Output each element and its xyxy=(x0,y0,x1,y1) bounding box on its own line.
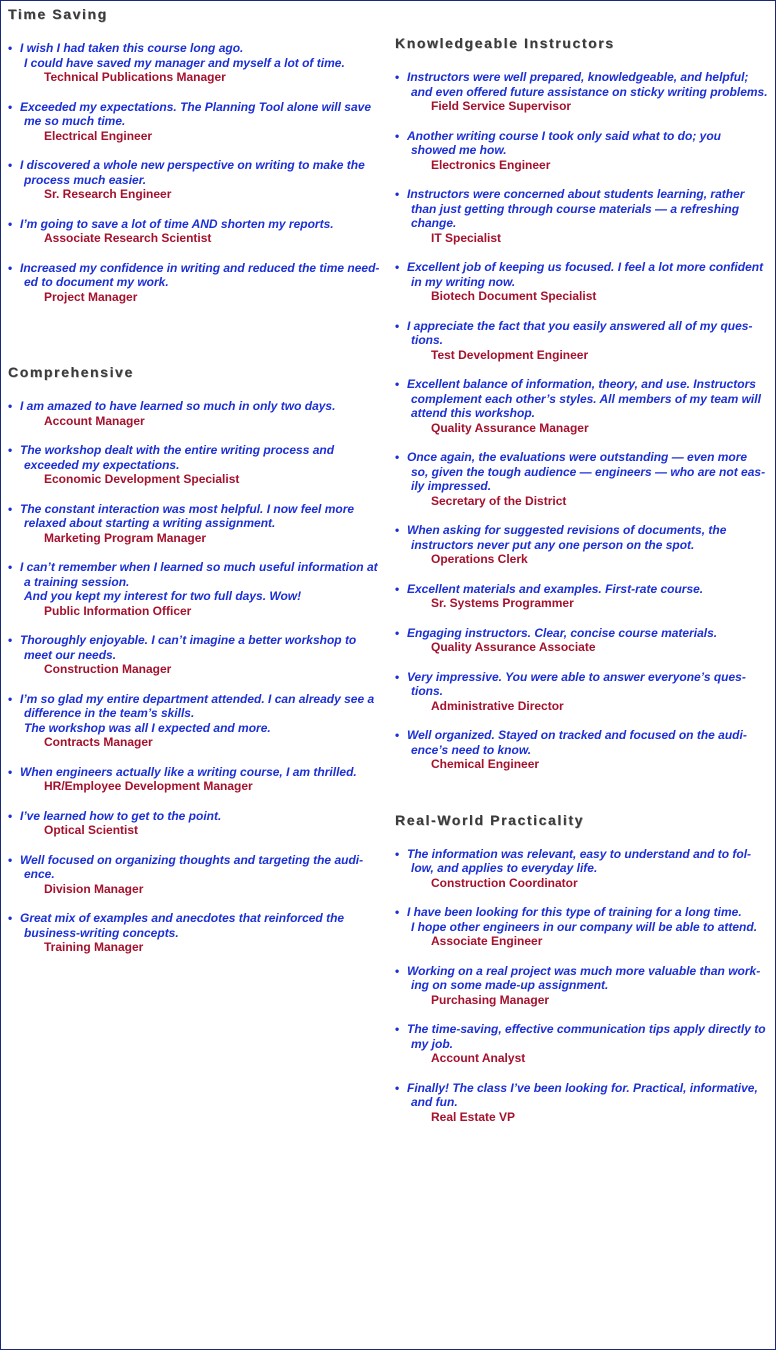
testimonial-author-title: Associate Engineer xyxy=(431,934,543,948)
testimonial-item xyxy=(8,853,388,897)
quote-lines xyxy=(407,626,773,641)
testimonial-quote xyxy=(8,502,388,531)
testimonial-author-title: Training Manager xyxy=(44,940,144,954)
bullet-icon: • xyxy=(8,560,13,574)
testimonial-author-title: Field Service Supervisor xyxy=(431,99,572,113)
quote-line: relaxed about starting a writing assignment. xyxy=(24,516,276,530)
bullet-icon: • xyxy=(8,260,13,275)
quote-line: Well organized. Stayed on tracked and focused on the audi- xyxy=(407,728,747,742)
testimonial-quote xyxy=(395,670,773,699)
testimonial-author-title: Account Analyst xyxy=(431,1051,526,1065)
quote-line: I’m so glad my entire department attended. I can already see a xyxy=(20,691,375,706)
quote-line: I’ve learned how to get to the point. xyxy=(20,808,222,823)
quote-line: Instructors were well prepared, knowledgeable, and helpful; xyxy=(407,70,749,84)
testimonial-quote xyxy=(395,964,773,993)
quote-line: Excellent materials and examples. First-rate course. xyxy=(407,581,704,596)
testimonial-item xyxy=(395,847,773,891)
quote-line: ing on some made-up assignment. xyxy=(411,978,609,992)
bullet-icon: • xyxy=(8,99,13,114)
section-spacer xyxy=(395,787,773,811)
testimonial-item xyxy=(395,1022,773,1066)
quote-line: I discovered a whole new perspective on writing to make the xyxy=(20,158,365,172)
testimonial-author-title: Account Manager xyxy=(44,413,145,428)
quote-line: Very impressive. You were able to answer everyone’s ques- xyxy=(407,669,746,684)
quote-line: When engineers actually like a writing course, I am thrilled. xyxy=(20,764,357,779)
quote-lines xyxy=(407,260,773,289)
quote-line: Thoroughly enjoyable. I can’t imagine a better workshop to xyxy=(20,633,357,647)
quote-lines xyxy=(407,905,773,934)
quote-line: Once again, the evaluations were outstanding — even more xyxy=(407,450,748,464)
testimonial-list xyxy=(395,70,773,772)
quote-line: I am amazed to have learned so much in only two days. xyxy=(20,399,336,413)
quote-lines xyxy=(20,41,388,70)
testimonial-list xyxy=(8,41,388,304)
bullet-icon: • xyxy=(8,443,13,457)
bullet-icon: • xyxy=(8,501,13,516)
quote-line: I could have saved my manager and myself a lot of time. xyxy=(24,55,345,70)
testimonial-author-title: Project Manager xyxy=(44,289,138,304)
testimonial-item xyxy=(395,626,773,655)
quote-line: Excellent balance of information, theory, and use. Instructors xyxy=(407,377,756,391)
bullet-icon: • xyxy=(395,1080,400,1095)
testimonial-item xyxy=(8,399,388,428)
quote-line: Another writing course I took only said what to do; you xyxy=(407,128,722,143)
testimonial-author-title: Biotech Document Specialist xyxy=(431,289,597,303)
quote-lines xyxy=(20,560,388,604)
quote-lines xyxy=(407,70,773,99)
quote-line: Increased my confidence in writing and reduced the time need- xyxy=(20,260,380,275)
bullet-icon: • xyxy=(395,187,400,201)
bullet-icon: • xyxy=(395,1022,400,1036)
quote-lines xyxy=(20,100,388,129)
testimonial-item xyxy=(8,100,388,144)
testimonial-author-title: Operations Clerk xyxy=(431,552,528,566)
testimonial-quote xyxy=(8,853,388,882)
quote-lines xyxy=(20,911,388,940)
testimonial-item xyxy=(8,765,388,794)
section-title: Time Saving xyxy=(8,6,108,22)
testimonial-item xyxy=(8,158,388,202)
quote-line: Excellent job of keeping us focused. I feel a lot more confident xyxy=(407,260,764,274)
bullet-icon: • xyxy=(395,581,400,596)
testimonial-item xyxy=(395,728,773,772)
quote-line: I appreciate the fact that you easily answered all of my ques- xyxy=(407,318,753,333)
testimonial-item xyxy=(395,129,773,173)
quote-lines xyxy=(407,1022,773,1051)
quote-line: I’m going to save a lot of time AND shorten my reports. xyxy=(20,216,334,231)
testimonial-item xyxy=(395,1081,773,1125)
quote-line: and fun. xyxy=(411,1095,458,1109)
testimonial-quote xyxy=(8,399,388,414)
bullet-icon: • xyxy=(8,852,13,867)
bullet-icon: • xyxy=(395,260,400,274)
quote-line: instructors never put any one person on the spot. xyxy=(411,537,695,552)
testimonial-item xyxy=(8,41,388,85)
quote-lines xyxy=(407,129,773,158)
quote-line: The workshop was all I expected and more. xyxy=(24,720,271,735)
bullet-icon: • xyxy=(395,669,400,684)
quote-line: Finally! The class I’ve been looking for. Practical, informative, xyxy=(407,1080,758,1095)
testimonial-author-title: Sr. Systems Programmer xyxy=(431,596,574,610)
bullet-icon: • xyxy=(395,963,400,978)
testimonial-quote xyxy=(8,809,388,824)
testimonial-quote xyxy=(395,187,773,231)
quote-lines xyxy=(20,853,388,882)
quote-lines xyxy=(20,217,388,232)
testimonial-item xyxy=(395,523,773,567)
testimonial-quote xyxy=(8,560,388,604)
quote-line: I wish I had taken this course long ago. xyxy=(20,41,244,55)
testimonial-quote xyxy=(395,523,773,552)
testimonial-author-title: Division Manager xyxy=(44,881,144,896)
bullet-icon: • xyxy=(395,318,400,333)
quote-lines xyxy=(20,633,388,662)
testimonial-quote xyxy=(8,765,388,780)
testimonial-quote xyxy=(395,582,773,597)
testimonial-item xyxy=(8,633,388,677)
testimonial-author-title: Optical Scientist xyxy=(44,823,139,837)
testimonial-quote xyxy=(8,633,388,662)
quote-line: than just getting through course materials — a refreshing xyxy=(411,201,740,216)
quote-lines xyxy=(407,187,773,231)
testimonial-quote xyxy=(8,261,388,290)
quote-line: ence’s need to know. xyxy=(411,742,532,757)
section-knowledgeable-instructors xyxy=(395,34,773,772)
quote-line: exceeded my expectations. xyxy=(24,457,180,472)
quote-line: me so much time. xyxy=(24,114,126,128)
testimonial-quote xyxy=(395,377,773,421)
right-column xyxy=(395,34,773,1139)
testimonial-item xyxy=(8,217,388,246)
bullet-icon: • xyxy=(395,728,400,742)
quote-line: The information was relevant, easy to understand and to fol- xyxy=(407,846,752,861)
testimonial-author-title: Construction Coordinator xyxy=(431,875,578,890)
section-spacer xyxy=(8,319,388,363)
testimonial-author-title: Marketing Program Manager xyxy=(44,530,207,545)
quote-line: change. xyxy=(411,216,457,230)
quote-line: When asking for suggested revisions of documents, the xyxy=(407,523,727,537)
testimonial-quote xyxy=(395,1022,773,1051)
testimonial-author-title: HR/Employee Development Manager xyxy=(44,779,253,793)
testimonial-item xyxy=(395,260,773,304)
quote-lines xyxy=(407,964,773,993)
testimonial-author-title: Secretary of the District xyxy=(431,493,567,508)
testimonial-list xyxy=(8,399,388,955)
section-title: Knowledgeable Instructors xyxy=(395,35,615,51)
quote-line: I have been looking for this type of training for a long time. xyxy=(407,905,742,919)
quote-line: business-writing concepts. xyxy=(24,925,179,940)
testimonial-item xyxy=(395,582,773,611)
quote-lines xyxy=(20,158,388,187)
testimonial-author-title: Real Estate VP xyxy=(431,1109,516,1124)
quote-line: ily impressed. xyxy=(411,479,492,493)
bullet-icon: • xyxy=(8,158,13,172)
testimonial-author-title: Technical Publications Manager xyxy=(44,70,226,84)
testimonial-quote xyxy=(8,443,388,472)
testimonial-author-title: Public Information Officer xyxy=(44,603,192,618)
testimonial-item xyxy=(8,261,388,305)
quote-line: And you kept my interest for two full days. Wow! xyxy=(24,589,302,603)
quote-lines xyxy=(407,377,773,421)
testimonial-author-title: Construction Manager xyxy=(44,662,172,676)
quote-line: difference in the team’s skills. xyxy=(24,706,195,720)
bullet-icon: • xyxy=(8,399,13,413)
quote-line: ed to document my work. xyxy=(24,275,169,289)
testimonial-quote xyxy=(395,70,773,99)
quote-line: Working on a real project was much more valuable than work- xyxy=(407,963,761,978)
bullet-icon: • xyxy=(395,450,400,464)
quote-lines xyxy=(407,1081,773,1110)
testimonial-item xyxy=(395,905,773,949)
testimonial-author-title: Contracts Manager xyxy=(44,735,153,749)
testimonial-author-title: Administrative Director xyxy=(431,698,564,713)
testimonial-item xyxy=(8,502,388,546)
bullet-icon: • xyxy=(395,377,400,391)
quote-lines xyxy=(20,443,388,472)
testimonial-item xyxy=(8,443,388,487)
testimonial-quote xyxy=(395,450,773,494)
quote-lines xyxy=(20,809,388,824)
testimonial-quote xyxy=(8,692,388,736)
quote-lines xyxy=(407,450,773,494)
testimonial-item xyxy=(395,964,773,1008)
quote-line: Well focused on organizing thoughts and targeting the audi- xyxy=(20,852,364,867)
testimonial-item xyxy=(395,319,773,363)
quote-line: Great mix of examples and anecdotes that reinforced the xyxy=(20,911,345,925)
testimonial-quote xyxy=(395,129,773,158)
quote-line: so, given the tough audience — engineers — who are not eas- xyxy=(411,464,766,479)
quote-line: showed me how. xyxy=(411,143,507,157)
quote-line: meet our needs. xyxy=(24,647,117,662)
quote-lines xyxy=(20,502,388,531)
bullet-icon: • xyxy=(8,216,13,231)
testimonial-item xyxy=(8,911,388,955)
quote-line: a training session. xyxy=(24,574,130,589)
bullet-icon: • xyxy=(395,905,400,919)
section-comprehensive xyxy=(8,363,388,955)
quote-line: The time-saving, effective communication tips apply directly to xyxy=(407,1022,766,1036)
testimonial-quote xyxy=(395,1081,773,1110)
testimonial-quote xyxy=(395,728,773,757)
testimonial-author-title: Test Development Engineer xyxy=(431,347,589,362)
testimonial-author-title: IT Specialist xyxy=(431,230,502,245)
bullet-icon: • xyxy=(395,625,400,640)
quote-line: Engaging instructors. Clear, concise course materials. xyxy=(407,625,718,640)
testimonial-quote xyxy=(8,911,388,940)
testimonial-item xyxy=(395,377,773,435)
testimonial-author-title: Economic Development Specialist xyxy=(44,472,240,486)
testimonial-quote xyxy=(8,217,388,232)
quote-lines xyxy=(407,319,773,348)
bullet-icon: • xyxy=(8,808,13,823)
testimonial-author-title: Quality Assurance Manager xyxy=(431,420,589,435)
bullet-icon: • xyxy=(8,911,13,925)
testimonial-quote xyxy=(8,41,388,70)
testimonial-quote xyxy=(8,158,388,187)
testimonial-item xyxy=(8,809,388,838)
bullet-icon: • xyxy=(8,41,13,55)
testimonial-author-title: Electrical Engineer xyxy=(44,128,153,143)
quote-line: The constant interaction was most helpful. I now feel more xyxy=(20,501,355,516)
quote-lines xyxy=(20,765,388,780)
quote-line: attend this workshop. xyxy=(411,406,536,420)
bullet-icon: • xyxy=(395,128,400,143)
testimonial-author-title: Purchasing Manager xyxy=(431,992,550,1007)
quote-line: ence. xyxy=(24,867,55,881)
quote-lines xyxy=(407,847,773,876)
section-time-saving xyxy=(8,5,388,304)
quote-line: tions. xyxy=(411,333,443,347)
quote-lines xyxy=(407,670,773,699)
quote-line: complement each other’s styles. All members of my team will xyxy=(411,391,761,406)
quote-lines xyxy=(407,523,773,552)
testimonial-item xyxy=(8,692,388,750)
testimonial-quote xyxy=(395,905,773,934)
bullet-icon: • xyxy=(8,764,13,779)
testimonial-quote xyxy=(8,100,388,129)
quote-line: I hope other engineers in our company will be able to attend. xyxy=(411,919,758,934)
bullet-icon: • xyxy=(395,70,400,84)
quote-line: The workshop dealt with the entire writing process and xyxy=(20,443,335,457)
bullet-icon: • xyxy=(395,523,400,537)
bullet-icon: • xyxy=(395,846,400,861)
quote-lines xyxy=(20,261,388,290)
section-title: Comprehensive xyxy=(8,364,134,380)
quote-line: low, and applies to everyday life. xyxy=(411,861,598,875)
quote-line: in my writing now. xyxy=(411,274,516,289)
quote-lines xyxy=(20,692,388,736)
testimonial-quote xyxy=(395,260,773,289)
bullet-icon: • xyxy=(8,691,13,706)
quote-line: process much easier. xyxy=(24,172,147,187)
bullet-icon: • xyxy=(8,633,13,647)
quote-lines xyxy=(407,582,773,597)
testimonial-author-title: Quality Assurance Associate xyxy=(431,640,596,654)
quote-line: Exceeded my expectations. The Planning Tool alone will save xyxy=(20,99,371,114)
testimonial-author-title: Electronics Engineer xyxy=(431,157,551,172)
testimonial-quote xyxy=(395,319,773,348)
testimonial-item xyxy=(395,670,773,714)
section-real-world-practicality xyxy=(395,811,773,1125)
quote-lines xyxy=(407,728,773,757)
testimonial-quote xyxy=(395,626,773,641)
testimonial-author-title: Associate Research Scientist xyxy=(44,231,212,245)
section-title: Real-World Practicality xyxy=(395,811,585,828)
testimonial-item xyxy=(8,560,388,618)
testimonial-list xyxy=(395,847,773,1125)
left-column xyxy=(8,5,388,970)
quote-line: I can’t remember when I learned so much useful information at xyxy=(20,560,378,574)
quote-line: my job. xyxy=(411,1036,454,1051)
testimonial-quote xyxy=(395,847,773,876)
quote-lines xyxy=(20,399,388,414)
testimonial-author-title: Sr. Research Engineer xyxy=(44,187,172,201)
quote-line: Instructors were concerned about students learning, rather xyxy=(407,187,745,201)
quote-line: and even offered future assistance on sticky writing problems. xyxy=(411,84,768,99)
testimonial-item xyxy=(395,70,773,114)
testimonial-item xyxy=(395,450,773,508)
testimonial-item xyxy=(395,187,773,245)
testimonial-author-title: Chemical Engineer xyxy=(431,757,540,771)
quote-line: tions. xyxy=(411,684,443,698)
